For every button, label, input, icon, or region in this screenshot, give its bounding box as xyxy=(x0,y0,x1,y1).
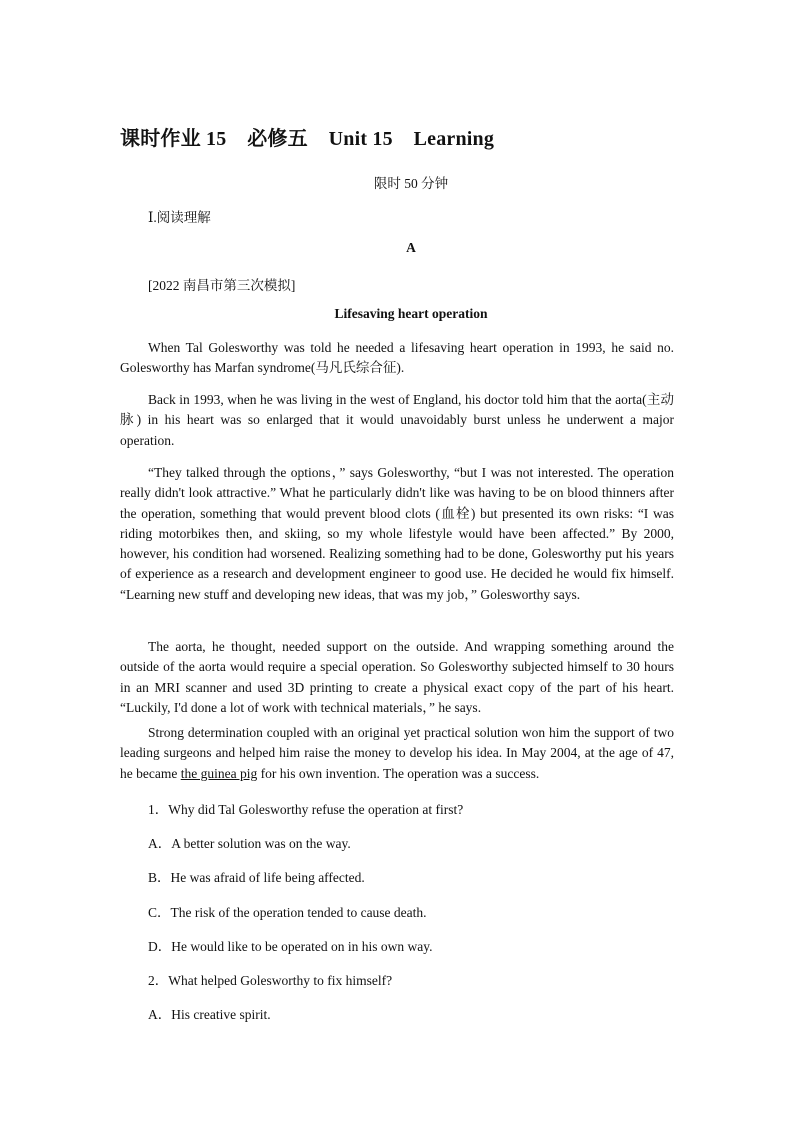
question-2-stem: 2．What helped Golesworthy to fix himself? xyxy=(148,973,393,988)
question-2-option-a: A．His creative spirit. xyxy=(148,1007,271,1022)
paragraph-5 xyxy=(120,723,674,784)
section-label: Ⅰ.阅读理解 xyxy=(148,210,211,225)
question-1-option-b: B．He was afraid of life being affected. xyxy=(148,870,365,885)
paragraph-3: “They talked through the options，” says Golesworthy, “but I was not interested. The operation really didn't look attractive.” What he particularly didn't like was having to be on blood thinners after the operation, something that would prevent blood clots (血栓) but presented its own risks: “I was riding motorbikes then, and skiing, so my whole lifestyle would have been affected.” By 2000, however, his condition had worsened. Realizing something had to be done, Golesworthy put his years of experience as a research and development engineer to good use. He decided he would fix himself. “Learning new stuff and developing new ideas, that was my job，” Golesworthy says. xyxy=(120,465,674,602)
paragraph-1: When Tal Golesworthy was told he needed a lifesaving heart operation in 1993, he said no. Golesworthy has Marfan syndrome(马凡氏综合征). xyxy=(120,340,674,376)
passage-source: [2022 南昌市第三次模拟] xyxy=(148,278,296,293)
paragraph-2: Back in 1993, when he was living in the west of England, his doctor told him that the aorta(主动脉) in his heart was so enlarged that it would unavoidably burst unless he underwent a major operation. xyxy=(120,392,674,448)
question-1-option-c: C．The risk of the operation tended to cause death. xyxy=(148,905,427,920)
passage-heading: Lifesaving heart operation xyxy=(334,306,488,321)
question-1-option-a: A．A better solution was on the way. xyxy=(148,836,351,851)
underlined-phrase: the guinea pig xyxy=(180,765,258,781)
paragraph-5-text-before: Strong determination coupled with an original yet practical solution won him the support of two leading surgeons and helped him raise the money to develop his idea. In May 2004, at the age of 47, he became xyxy=(120,725,674,781)
question-1-stem: 1．Why did Tal Golesworthy refuse the operation at first? xyxy=(148,802,464,817)
question-1-option-d: D．He would like to be operated on in his own way. xyxy=(148,939,433,954)
paragraph-5-text-after: for his own invention. The operation was a success. xyxy=(257,765,540,781)
passage-letter: A xyxy=(406,240,416,255)
page-title: 课时作业 15 必修五 Unit 15 Learning xyxy=(120,128,495,150)
time-limit: 限时 50 分钟 xyxy=(373,176,449,191)
paragraph-4: The aorta, he thought, needed support on the outside. And wrapping something around the outside of the aorta would require a special operation. So Golesworthy subjected himself to 30 hours in an MRI scanner and used 3D printing to create a physical exact copy of the part of his heart. “Luckily, I'd done a lot of work with technical materials，” he says. xyxy=(120,639,674,715)
